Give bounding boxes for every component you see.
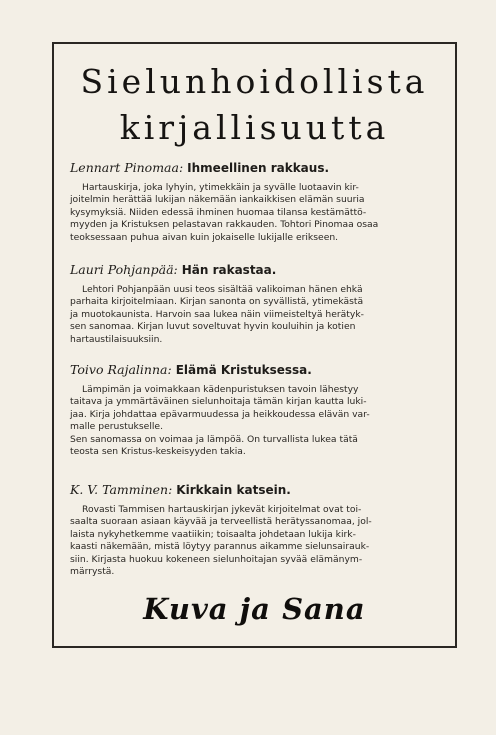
advertisement-frame	[52, 42, 457, 648]
description-line: myyden ja Kristuksen pelastavan rakkauden. Tohtori Pinomaa osaa	[70, 219, 379, 231]
page-title-line-1: Sielunhoidollista	[80, 62, 429, 101]
description-line: märrystä.	[70, 566, 115, 578]
book-entry-tamminen	[70, 482, 444, 578]
description-line: teoksessaan puhua aivan kuin jokaiselle lukijalle erikseen.	[70, 231, 339, 243]
description-line: hartaustilaisuuksiin.	[70, 333, 163, 345]
book-entry-pinomaa	[70, 160, 444, 244]
description-line: Sen sanomassa on voimaa ja lämpöä. On turvallista lukea tätä	[70, 433, 358, 445]
book-author: K. V. Tamminen:	[70, 482, 173, 497]
description-line: parhaita kirjoitelmiaan. Kirjan sanonta on syvällistä, ytimekästä	[70, 296, 364, 308]
description-line: Lehtori Pohjanpään uusi teos sisältää valikoiman hänen ehkä	[82, 284, 363, 295]
book-heading	[70, 160, 444, 176]
book-entry-pohjanpaa	[70, 262, 444, 346]
book-description	[70, 182, 444, 244]
book-author: Toivo Rajalinna:	[70, 362, 172, 377]
description-line: laista nykyhetkemme vaatiikin; toisaalta johdetaan lukija kirk-	[70, 528, 356, 540]
book-heading	[70, 262, 444, 278]
book-description	[70, 284, 444, 346]
description-line: Lämpimän ja voimakkaan kädenpuristuksen tavoin lähestyy	[82, 384, 359, 395]
publisher-logo: Kuva ja Sana	[143, 592, 366, 626]
book-entry-rajalinna	[70, 362, 444, 458]
description-line: taitava ja ymmärtäväinen sielunhoitaja tämän kirjan kautta luki-	[70, 396, 367, 408]
book-heading	[70, 362, 444, 378]
description-line: jaa. Kirja johdattaa epävarmuudessa ja heikkoudessa elävän var-	[70, 408, 370, 420]
book-title: Elämä Kristuksessa.	[175, 363, 312, 377]
book-title: Ihmeellinen rakkaus.	[187, 161, 330, 175]
book-heading	[70, 482, 444, 498]
description-line: ja muotokaunista. Harvoin saa lukea näin viimeisteltyä herätyk-	[70, 308, 364, 320]
description-line: Hartauskirja, joka lyhyin, ytimekkäin ja syvälle luotaavin kir-	[82, 182, 359, 193]
description-line: Rovasti Tammisen hartauskirjan jykevät kirjoitelmat ovat toi-	[82, 504, 362, 515]
book-author: Lennart Pinomaa:	[70, 160, 184, 175]
description-line: siin. Kirjasta huokuu kokeneen sielunhoitajan syvää elämänym-	[70, 553, 363, 565]
book-description	[70, 504, 444, 578]
book-description	[70, 384, 444, 458]
book-title: Hän rakastaa.	[181, 263, 277, 277]
description-line: saalta suoraan asiaan käyvää ja terveellistä herätyssanomaa, jol-	[70, 516, 372, 528]
book-title: Kirkkain katsein.	[176, 483, 291, 497]
page-title-line-2: kirjallisuutta	[119, 108, 390, 147]
book-author: Lauri Pohjanpää:	[70, 262, 178, 277]
description-line: joitelmin herättää lukijan näkemään iankaikkisen elämän suuria	[70, 194, 365, 206]
description-line: malle perustukselle.	[70, 421, 163, 433]
description-line: kysymyksiä. Niiden edessä ihminen huomaa tilansa kestämättö-	[70, 206, 367, 218]
description-line: kaasti näkemään, mistä löytyy parannus aikamme sielunsairauk-	[70, 541, 370, 553]
description-line: teosta sen Kristus-keskeisyyden takia.	[70, 446, 246, 458]
description-line: sen sanomaa. Kirjan luvut soveltuvat hyvin kouluihin ja kotien	[70, 321, 356, 333]
